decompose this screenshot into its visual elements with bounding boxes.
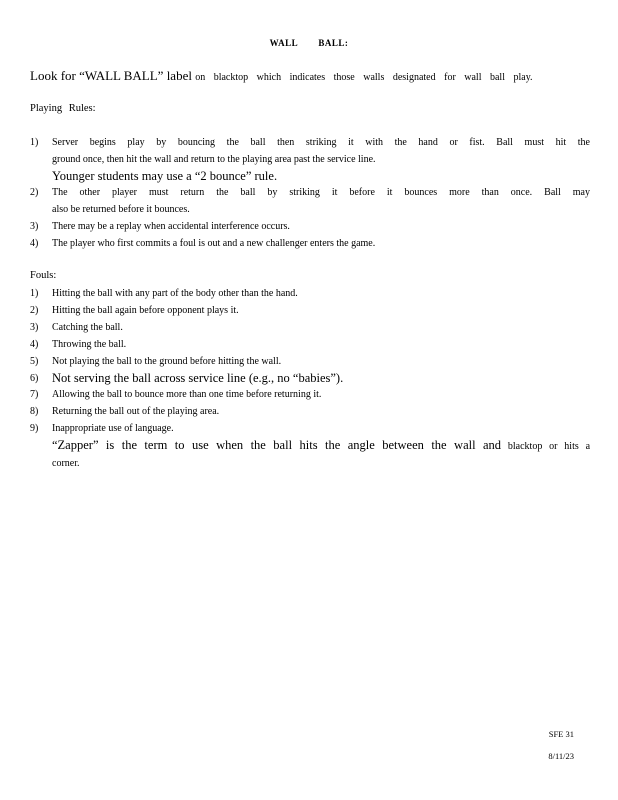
foul-number: 5) bbox=[30, 356, 39, 367]
foul-item bbox=[30, 386, 590, 403]
foul-item bbox=[30, 370, 590, 386]
foul-number: 1) bbox=[30, 288, 39, 299]
zapper-line-2: corner. bbox=[52, 458, 80, 469]
rule-item bbox=[30, 218, 590, 235]
rule-item bbox=[30, 134, 590, 184]
foul-number: 9) bbox=[30, 423, 39, 434]
rule-line: Server begins play by bouncing the ball then striking it with the hand or fist. Ball must hit the bbox=[52, 137, 590, 148]
foul-item bbox=[30, 336, 590, 353]
foul-item bbox=[30, 319, 590, 336]
rule-note: Younger students may use a “2 bounce” rule. bbox=[52, 169, 278, 183]
fouls-list bbox=[30, 285, 590, 472]
rule-number: 2) bbox=[30, 187, 39, 198]
playing-rules-heading: Playing Rules: bbox=[30, 103, 96, 114]
foul-item bbox=[30, 285, 590, 302]
foul-number: 7) bbox=[30, 389, 39, 400]
foul-text: Hitting the ball with any part of the body other than the hand. bbox=[52, 288, 298, 299]
zapper-lead: “Zapper” is the term to use when the ball hits the angle between the wall and bbox=[52, 438, 502, 452]
rule-number: 4) bbox=[30, 238, 39, 249]
intro-rest: on blacktop which indicates those walls designated for wall ball play. bbox=[195, 72, 533, 83]
foul-number: 3) bbox=[30, 322, 39, 333]
foul-text: Not serving the ball across service line (e.g., no “babies”). bbox=[52, 371, 344, 385]
intro-lead: Look for “WALL BALL” label bbox=[30, 68, 192, 83]
foul-item bbox=[30, 403, 590, 420]
foul-number: 8) bbox=[30, 406, 39, 417]
rule-line: The player who first commits a foul is out and a new challenger enters the game. bbox=[52, 238, 376, 249]
footer-code: SFE 31 bbox=[548, 729, 574, 739]
intro-paragraph bbox=[30, 68, 600, 84]
foul-number: 2) bbox=[30, 305, 39, 316]
rule-item bbox=[30, 184, 590, 218]
foul-text: Hitting the ball again before opponent plays it. bbox=[52, 305, 239, 316]
foul-number: 4) bbox=[30, 339, 39, 350]
rule-number: 1) bbox=[30, 137, 39, 148]
foul-item bbox=[30, 420, 590, 472]
rule-number: 3) bbox=[30, 221, 39, 232]
foul-text: Catching the ball. bbox=[52, 322, 123, 333]
footer-date: 8/11/23 bbox=[548, 751, 574, 761]
foul-text: Inappropriate use of language. bbox=[52, 423, 174, 434]
rule-line: also be returned before it bounces. bbox=[52, 204, 190, 215]
foul-text: Allowing the ball to bounce more than one time before returning it. bbox=[52, 389, 322, 400]
rule-item bbox=[30, 235, 590, 252]
foul-text: Not playing the ball to the ground before hitting the wall. bbox=[52, 356, 282, 367]
zapper-line bbox=[52, 437, 590, 455]
foul-text: Throwing the ball. bbox=[52, 339, 127, 350]
foul-item bbox=[30, 353, 590, 370]
rule-line: The other player must return the ball by striking it before it bounces more than once. Ball may bbox=[52, 187, 590, 198]
rule-line: There may be a replay when accidental interference occurs. bbox=[52, 221, 290, 232]
fouls-heading: Fouls: bbox=[30, 270, 57, 281]
playing-rules-list bbox=[30, 134, 590, 252]
zapper-rest: blacktop or hits a bbox=[507, 441, 591, 452]
rule-line: ground once, then hit the wall and return to the playing area past the service line. bbox=[52, 154, 376, 165]
foul-item bbox=[30, 302, 590, 319]
foul-text: Returning the ball out of the playing area. bbox=[52, 406, 220, 417]
foul-number: 6) bbox=[30, 373, 39, 384]
page-title: WALL BALL: bbox=[269, 38, 349, 48]
